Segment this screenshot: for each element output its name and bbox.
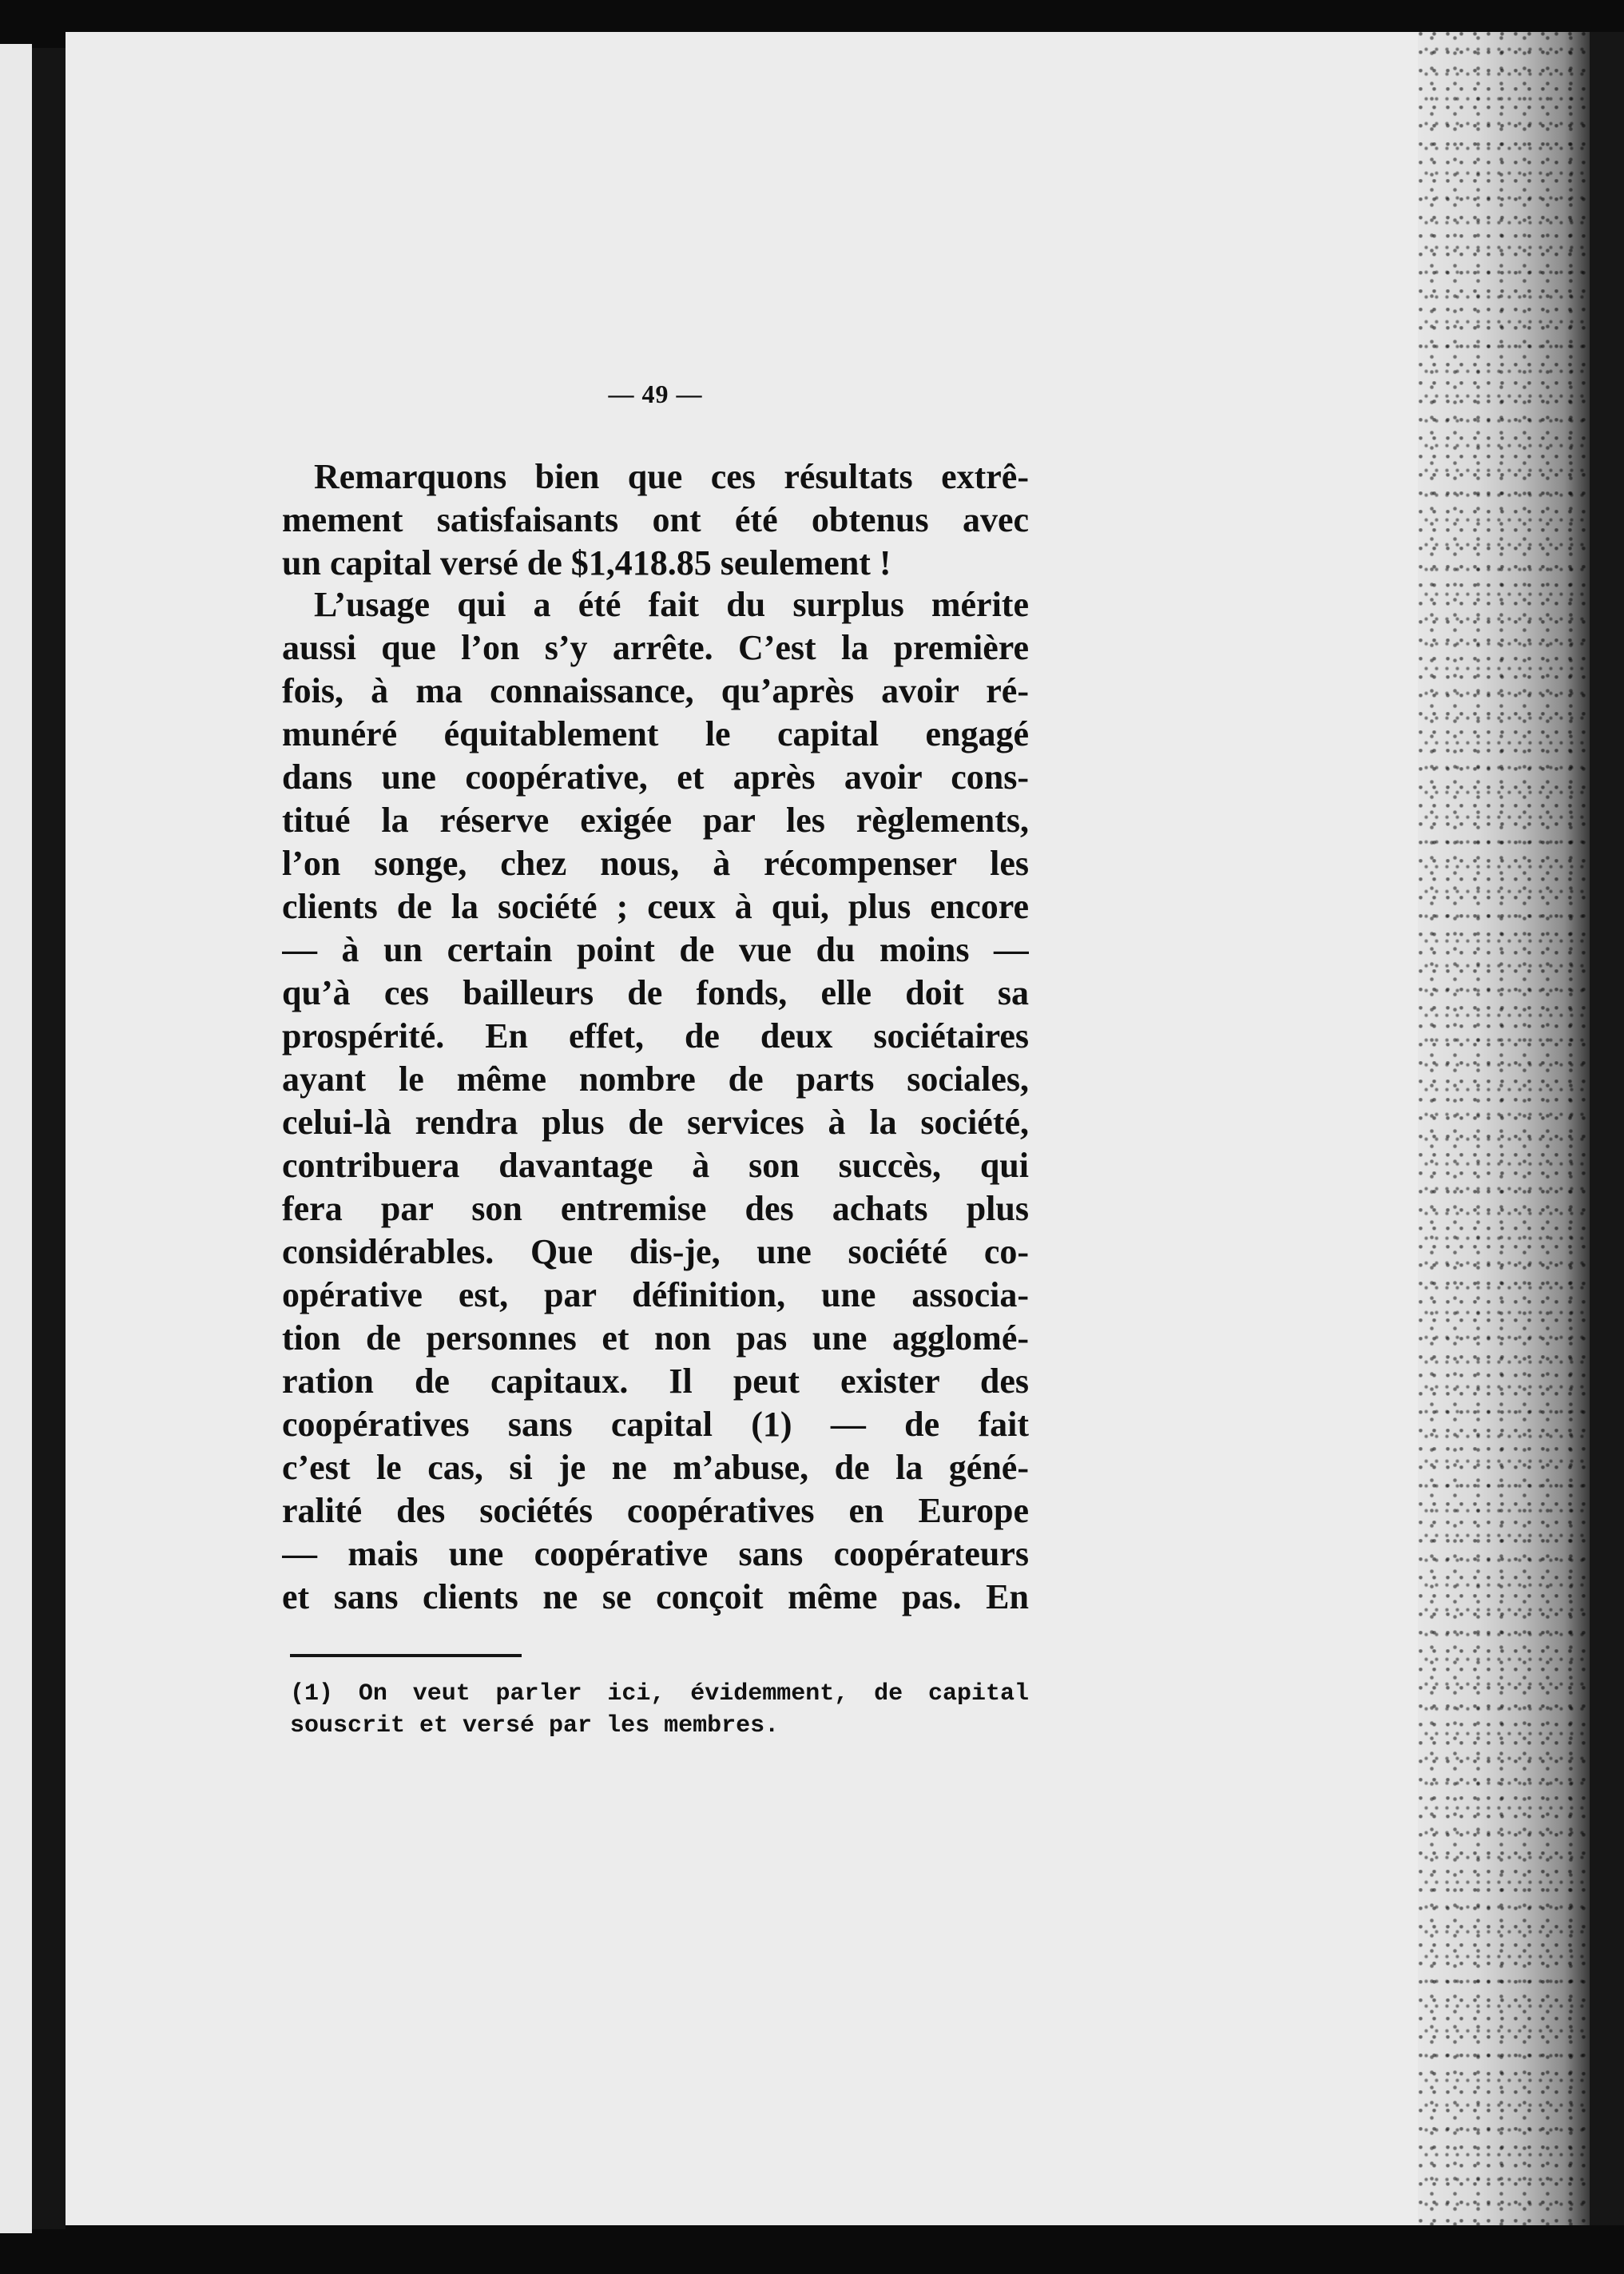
text-line: opérative est, par définition, une associa- xyxy=(282,1275,1029,1314)
text-line: considérables. Que dis-je, une société co- xyxy=(282,1232,1029,1271)
text-line: ration de capitaux. Il peut exister des xyxy=(282,1362,1029,1401)
text-line: ayant le même nombre de parts sociales, xyxy=(282,1059,1029,1099)
text-line: munéré équitablement le capital engagé xyxy=(282,714,1029,753)
text-line: ralité des sociétés coopératives en Europe xyxy=(282,1491,1029,1530)
text-line: qu’à ces bailleurs de fonds, elle doit sa xyxy=(282,973,1029,1012)
text-line: tion de personnes et non pas une agglomé- xyxy=(282,1318,1029,1358)
footnote-line: (1) On veut parler ici, évidemment, de capital xyxy=(290,1680,1029,1707)
text-line: coopératives sans capital (1) — de fait xyxy=(282,1405,1029,1444)
text-line: dans une coopérative, et après avoir cons- xyxy=(282,757,1029,797)
text-line: c’est le cas, si je ne m’abuse, de la géné- xyxy=(282,1448,1029,1487)
book-spine-shadow xyxy=(32,48,66,2229)
paragraph-1 xyxy=(282,455,1029,585)
text-line: fois, à ma connaissance, qu’après avoir ré- xyxy=(282,671,1029,710)
paragraph-2 xyxy=(282,583,1029,1619)
text-line: celui-là rendra plus de services à la société, xyxy=(282,1103,1029,1142)
text-line: un capital versé de $1,418.85 seulement ! xyxy=(282,543,891,582)
scan-border xyxy=(1590,32,1624,2225)
text-line: titué la réserve exigée par les règlements, xyxy=(282,801,1029,840)
text-line: contribuera davantage à son succès, qui xyxy=(282,1146,1029,1185)
text-line: — mais une coopérative sans coopérateurs xyxy=(282,1534,1029,1573)
footnote-divider xyxy=(290,1654,522,1657)
text-line: — à un certain point de vue du moins — xyxy=(282,930,1029,969)
page-number: — 49 — xyxy=(608,380,703,408)
previous-page-edge xyxy=(0,44,32,2233)
text-line: fera par son entremise des achats plus xyxy=(282,1189,1029,1228)
text-line: mement satisfaisants ont été obtenus avec xyxy=(282,500,1029,539)
text-line: et sans clients ne se conçoit même pas. En xyxy=(282,1577,1029,1616)
text-line: prospérité. En effet, de deux sociétaires xyxy=(282,1016,1029,1056)
page-stack-edge xyxy=(1418,32,1590,2225)
text-line: Remarquons bien que ces résultats extrê- xyxy=(314,457,1029,496)
text-line: aussi que l’on s’y arrête. C’est la première xyxy=(282,628,1029,667)
text-line: clients de la société ; ceux à qui, plus encore xyxy=(282,887,1029,926)
footnote-line: souscrit et versé par les membres. xyxy=(290,1712,780,1739)
text-line: l’on songe, chez nous, à récompenser les xyxy=(282,844,1029,883)
footnote xyxy=(290,1678,1029,1742)
text-line: L’usage qui a été fait du surplus mérite xyxy=(314,585,1029,624)
